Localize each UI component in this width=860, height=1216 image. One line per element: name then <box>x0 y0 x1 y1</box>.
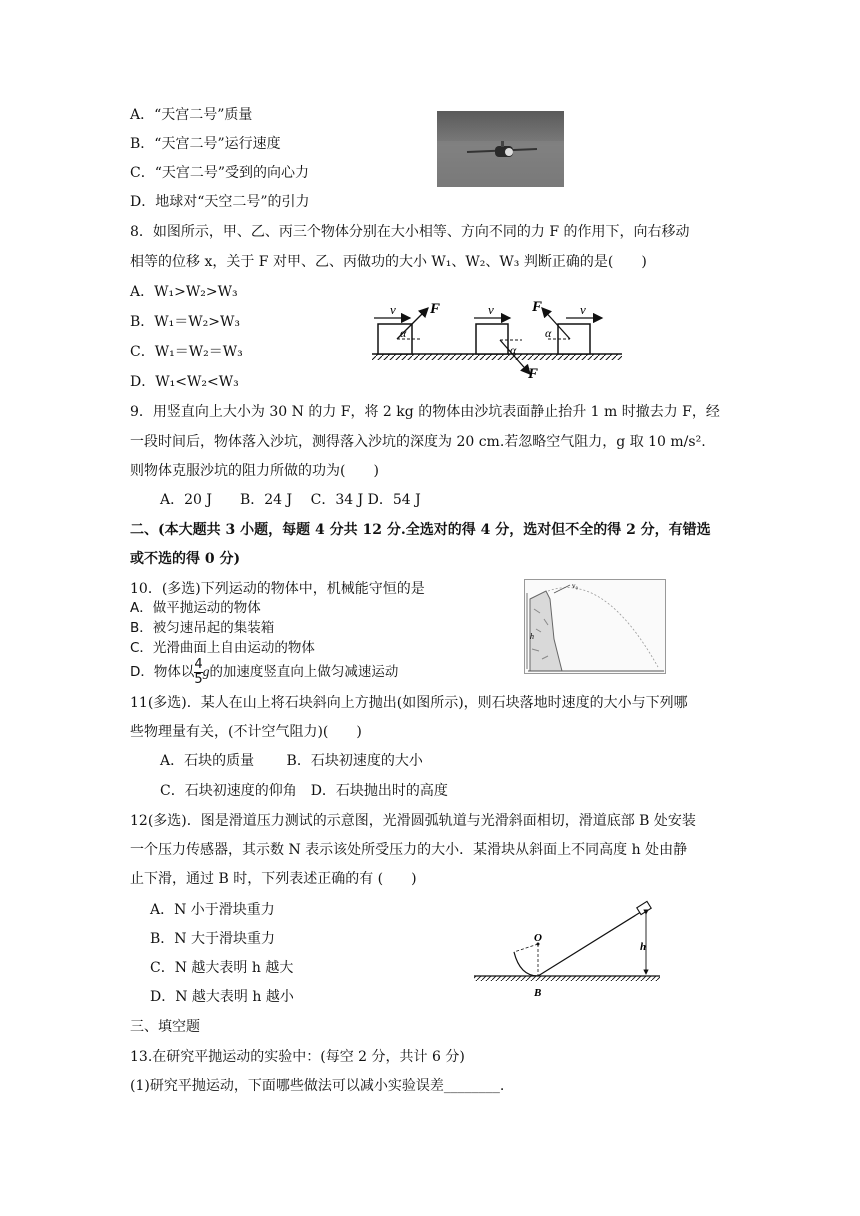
q8-block2-v-label: v <box>488 302 494 317</box>
q8-block1-alpha-label: α <box>400 326 407 340</box>
q8-stem-line-2: 相等的位移 x，关于 F 对甲、乙、丙做功的大小 W₁、W₂、W₃ 判断正确的是( ) <box>130 254 647 270</box>
q10-option-d-suffix: 的加速度竖直向上做匀减速运动 <box>209 664 399 680</box>
tiangong-photo <box>437 111 564 187</box>
q10-option-c: C．光滑曲面上自由运动的物体 <box>130 640 315 656</box>
q8-block1-v-label: v <box>390 302 396 317</box>
q8-block2-alpha-label: α <box>510 343 517 357</box>
q12-option-b: B．N 大于滑块重力 <box>150 931 275 947</box>
q7-option-b: B．“天宫二号”运行速度 <box>130 136 281 152</box>
q10-option-b: B．被匀速吊起的集装箱 <box>130 620 275 636</box>
q12-b-label: B <box>534 987 542 999</box>
q9-stem-line-3: 则物体克服沙坑的阻力所做的功为( ) <box>130 463 379 479</box>
q10-fraction <box>194 658 202 687</box>
q11-stem-line-2: 些物理量有关，(不计空气阻力)( ) <box>130 724 362 740</box>
q10-option-d-prefix: D．物体以 <box>130 664 195 680</box>
q9-options: A．20 J B．24 J C．34 J D．54 J <box>160 492 421 508</box>
q8-option-c: C．W₁＝W₂＝W₃ <box>130 344 243 360</box>
q7-option-c: C．“天宫二号”受到的向心力 <box>130 165 310 181</box>
q10-fraction-denominator: 5 <box>194 671 203 687</box>
q8-block3-alpha-label: α <box>545 326 552 340</box>
q11-h-label: h <box>530 632 534 641</box>
q12-h-label: h <box>640 941 647 953</box>
q8-block2-f-label: F <box>528 366 539 382</box>
q8-option-d: D．W₁<W₂<W₃ <box>130 374 239 390</box>
q13-part-1: (1)研究平抛运动，下面哪些做法可以减小实验误差________. <box>130 1078 505 1094</box>
q7-option-a: A．“天宫二号”质量 <box>130 107 253 123</box>
q8-force-diagram <box>370 296 625 382</box>
q10-stem: 10．(多选)下列运动的物体中，机械能守恒的是 <box>130 581 425 597</box>
q8-block3-f-label: F <box>532 299 543 315</box>
q8-stem-line-1: 8．如图所示，甲、乙、丙三个物体分别在大小相等、方向不同的力 F 的作用下，向右移动 <box>130 224 690 240</box>
q12-stem-line-1: 12(多选)．图是滑道压力测试的示意图，光滑圆弧轨道与光滑斜面相切，滑道底部 B 处安装 <box>130 813 696 829</box>
q8-option-b: B．W₁＝W₂>W₃ <box>130 314 241 330</box>
section-2-heading-line-2: 或不选的得 0 分) <box>130 551 241 567</box>
q9-stem-line-1: 9．用竖直向上大小为 30 N 的力 F，将 2 kg 的物体由沙坑表面静止抬升 1 m 时撤去力 F，经 <box>130 404 720 420</box>
q8-option-a: A．W₁>W₂>W₃ <box>130 284 238 300</box>
q12-o-label: O <box>534 932 542 944</box>
q10-g-symbol: g <box>202 664 210 679</box>
q11-options-ab: A．石块的质量 B．石块初速度的大小 <box>160 753 423 769</box>
q12-option-a: A．N 小于滑块重力 <box>150 902 275 918</box>
section-2-heading-line-1: 二、(本大题共 3 小题，每题 4 分共 12 分.全选对的得 4 分，选对但不全的得 2 分，有错选 <box>130 522 711 538</box>
q7-option-d: D．地球对“天空二号”的引力 <box>130 194 310 210</box>
q8-block3-v-label: v <box>580 302 586 317</box>
section-3-heading: 三、填空题 <box>130 1019 200 1035</box>
q10-option-d <box>130 657 398 687</box>
q12-slide-diagram <box>472 900 662 1000</box>
q12-option-d: D．N 越大表明 h 越小 <box>150 989 294 1005</box>
q12-stem-line-2: 一个压力传感器，其示数 N 表示该处所受压力的大小．某滑块从斜面上不同高度 h 处由静 <box>130 842 688 858</box>
q11-projectile-diagram <box>524 579 666 674</box>
q11-options-cd: C．石块初速度的仰角 D．石块抛出时的高度 <box>160 783 448 799</box>
q8-block1-f-label: F <box>430 301 441 317</box>
q11-v0-label: v₀ <box>572 582 578 590</box>
q10-option-a: A．做平抛运动的物体 <box>130 600 261 616</box>
q13-stem: 13.在研究平抛运动的实验中：(每空 2 分，共计 6 分) <box>130 1049 465 1065</box>
q12-stem-line-3: 止下滑，通过 B 时，下列表述正确的有 ( ) <box>130 871 417 887</box>
q9-stem-line-2: 一段时间后，物体落入沙坑，测得落入沙坑的深度为 20 cm.若忽略空气阻力，g 取 10 m/s². <box>130 434 706 450</box>
q11-stem-line-1: 11(多选)．某人在山上将石块斜向上方抛出(如图所示)，则石块落地时速度的大小与下列哪 <box>130 695 688 711</box>
q10-fraction-numerator: 4 <box>194 656 203 672</box>
q12-option-c: C．N 越大表明 h 越大 <box>150 960 294 976</box>
